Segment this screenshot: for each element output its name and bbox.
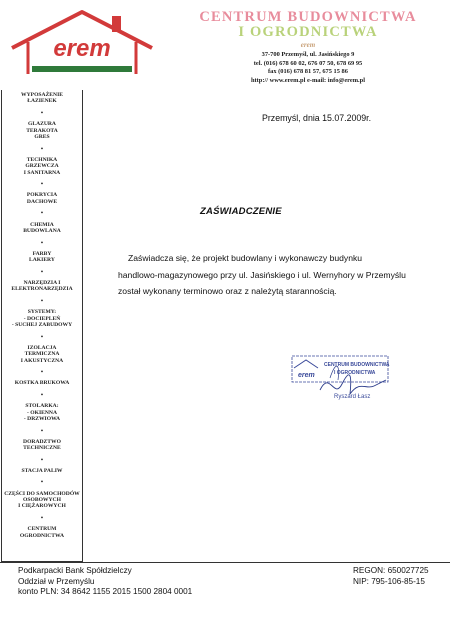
- sidebar-bullet: •: [40, 209, 44, 218]
- sidebar-item-label: TERAKOTA: [26, 127, 58, 134]
- sidebar-bullet: •: [40, 390, 44, 399]
- sidebar-item-label: POKRYCIA: [26, 192, 58, 199]
- letter-body: [118, 250, 418, 300]
- signature-name: Ryszard Łasz: [334, 394, 371, 400]
- sidebar-item: [22, 468, 63, 474]
- body-line: handlowo-magazynowego przy ul. Jasińskiego i ul. Wernyhory w Przemyślu: [118, 269, 406, 280]
- sidebar-item-label: CZĘŚCI DO SAMOCHODÓW: [4, 490, 80, 497]
- sidebar-item-label: TECHNIKA: [26, 156, 58, 163]
- sidebar-item-label: I CIĘŻAROWYCH: [18, 503, 66, 510]
- company-name-line1: CENTRUM BUDOWNICTWA: [199, 9, 417, 25]
- sidebar-item-label: TERMICZNA: [24, 351, 60, 358]
- bank-details: [18, 566, 192, 598]
- sidebar-bullet: •: [40, 478, 44, 487]
- sidebar-item-label: KOSTKA BRUKOWA: [14, 380, 70, 387]
- company-address: [172, 51, 444, 85]
- company-small-logo: erem: [300, 41, 316, 49]
- sidebar-item: [23, 439, 61, 452]
- company-name-line2: I OGRODNICTWA: [238, 24, 378, 40]
- sidebar-item-label: LAKIERY: [29, 257, 55, 264]
- sidebar-item-label: IZOLACJA: [27, 344, 57, 351]
- sidebar-item: [21, 92, 63, 105]
- sidebar-item-label: GRES: [34, 134, 50, 140]
- sidebar-bullet: •: [40, 180, 44, 189]
- logo-text: erem: [53, 35, 111, 62]
- sidebar-item: [15, 380, 70, 386]
- address-line: 37-700 Przemyśl, ul. Jasińskiego 9: [261, 51, 355, 58]
- sidebar-item: [21, 345, 63, 364]
- sidebar-item-label: OSOBOWYCH: [23, 497, 61, 504]
- sidebar-item-label: - DRZWIOWA: [23, 415, 61, 422]
- sidebar-item-label: - OKIENNA: [27, 409, 57, 416]
- bank-account: konto PLN: 34 8642 1155 2015 1500 2804 0001: [18, 587, 193, 596]
- sidebar-bullet: •: [40, 109, 44, 117]
- sidebar-item-label: GLAZURA: [28, 121, 56, 128]
- stamp-line1: CENTRUM BUDOWNICTWA: [324, 362, 390, 368]
- sidebar-item-label: ŁAZIENEK: [27, 98, 57, 105]
- letterhead: [0, 0, 450, 90]
- sidebar-item-label: GRZEWCZA: [25, 163, 59, 170]
- fax-line: fax (016) 678 81 57, 675 15 86: [268, 68, 348, 75]
- nip-number: NIP: 795-106-85-15: [353, 576, 425, 586]
- body-line: został wykonany terminowo oraz z należytą starannością.: [118, 286, 337, 296]
- sidebar-item-label: I AKUSTYCZNA: [20, 357, 64, 364]
- sidebar-item-label: ELEKTRONARZĘDZIA: [11, 286, 73, 293]
- sidebar-item-label: TECHNICZNE: [23, 445, 61, 452]
- sidebar-bullet: •: [40, 332, 44, 341]
- company-block: [172, 10, 444, 85]
- sidebar-item: [23, 222, 61, 235]
- sidebar-bullet: •: [40, 238, 44, 247]
- stamp-logo: erem: [298, 372, 315, 379]
- sidebar-item-label: DORADZTWO: [23, 438, 61, 445]
- sidebar-item-label: STACJA PALIW: [21, 467, 63, 474]
- stamp-line2: I OGRODNICTWA: [334, 370, 376, 376]
- sidebar-item-label: BUDOWLANA: [23, 227, 61, 234]
- sidebar-item: [29, 251, 55, 264]
- sidebar-bullet: •: [40, 267, 44, 276]
- sidebar-bullet: •: [40, 514, 44, 523]
- body-line: Zaświadcza się, że projekt budowlany i wykonawczy budynku: [128, 253, 363, 263]
- sidebar-bullet: •: [40, 296, 44, 305]
- footer-divider: [0, 562, 450, 563]
- sidebar-item-label: NARZĘDZIA I: [23, 279, 61, 286]
- sidebar-bullet: •: [40, 455, 44, 464]
- letter-title: ZAŚWIADCZENIE: [200, 206, 282, 217]
- sidebar-item-label: WYPOSAŻENIE: [21, 92, 63, 98]
- sidebar-bullet: •: [40, 426, 44, 435]
- sidebar-item-label: SYSTEMY:: [27, 309, 57, 316]
- sidebar-item: [24, 403, 60, 422]
- sidebar-item-label: - SUCHEJ ZABUDOWY: [11, 321, 73, 328]
- sidebar-item-label: CHEMIA: [30, 221, 54, 228]
- company-ids: [353, 566, 429, 587]
- sidebar-item: [12, 309, 72, 328]
- sidebar-item-label: DACHOWE: [26, 198, 58, 205]
- sidebar-item: [20, 526, 64, 539]
- sidebar-item: [24, 157, 60, 176]
- sidebar-item: [4, 491, 80, 510]
- sidebar-item: [27, 192, 57, 205]
- phone-line: tel. (016) 678 60 02, 676 07 50, 678 69 95: [253, 59, 363, 67]
- services-sidebar: [2, 92, 82, 562]
- bank-branch: Oddział w Przemyślu: [18, 576, 95, 586]
- sidebar-item: [11, 280, 72, 293]
- sidebar-item-label: CENTRUM: [27, 526, 57, 533]
- letter-date: Przemyśl, dnia 15.07.2009r.: [262, 113, 372, 123]
- company-stamp: [290, 350, 402, 406]
- sidebar-item-label: OGRODNICTWA: [19, 532, 65, 539]
- sidebar-item: [26, 121, 58, 140]
- erem-logo: [8, 8, 156, 82]
- regon-number: REGON: 650027725: [353, 566, 429, 575]
- sidebar-item-label: I SANITARNA: [23, 169, 61, 176]
- sidebar-item-label: STOLARKA:: [25, 403, 59, 410]
- web-email-line: http:// www.erem.pl e-mail: info@erem.pl: [251, 76, 365, 84]
- sidebar-bullet: •: [40, 368, 44, 377]
- sidebar-bullet: •: [40, 144, 44, 153]
- sidebar-item-label: - DOCIEPLEŃ: [23, 315, 61, 322]
- sidebar-item-label: FARBY: [32, 250, 52, 257]
- bank-name: Podkarpacki Bank Spółdzielczy: [18, 566, 132, 575]
